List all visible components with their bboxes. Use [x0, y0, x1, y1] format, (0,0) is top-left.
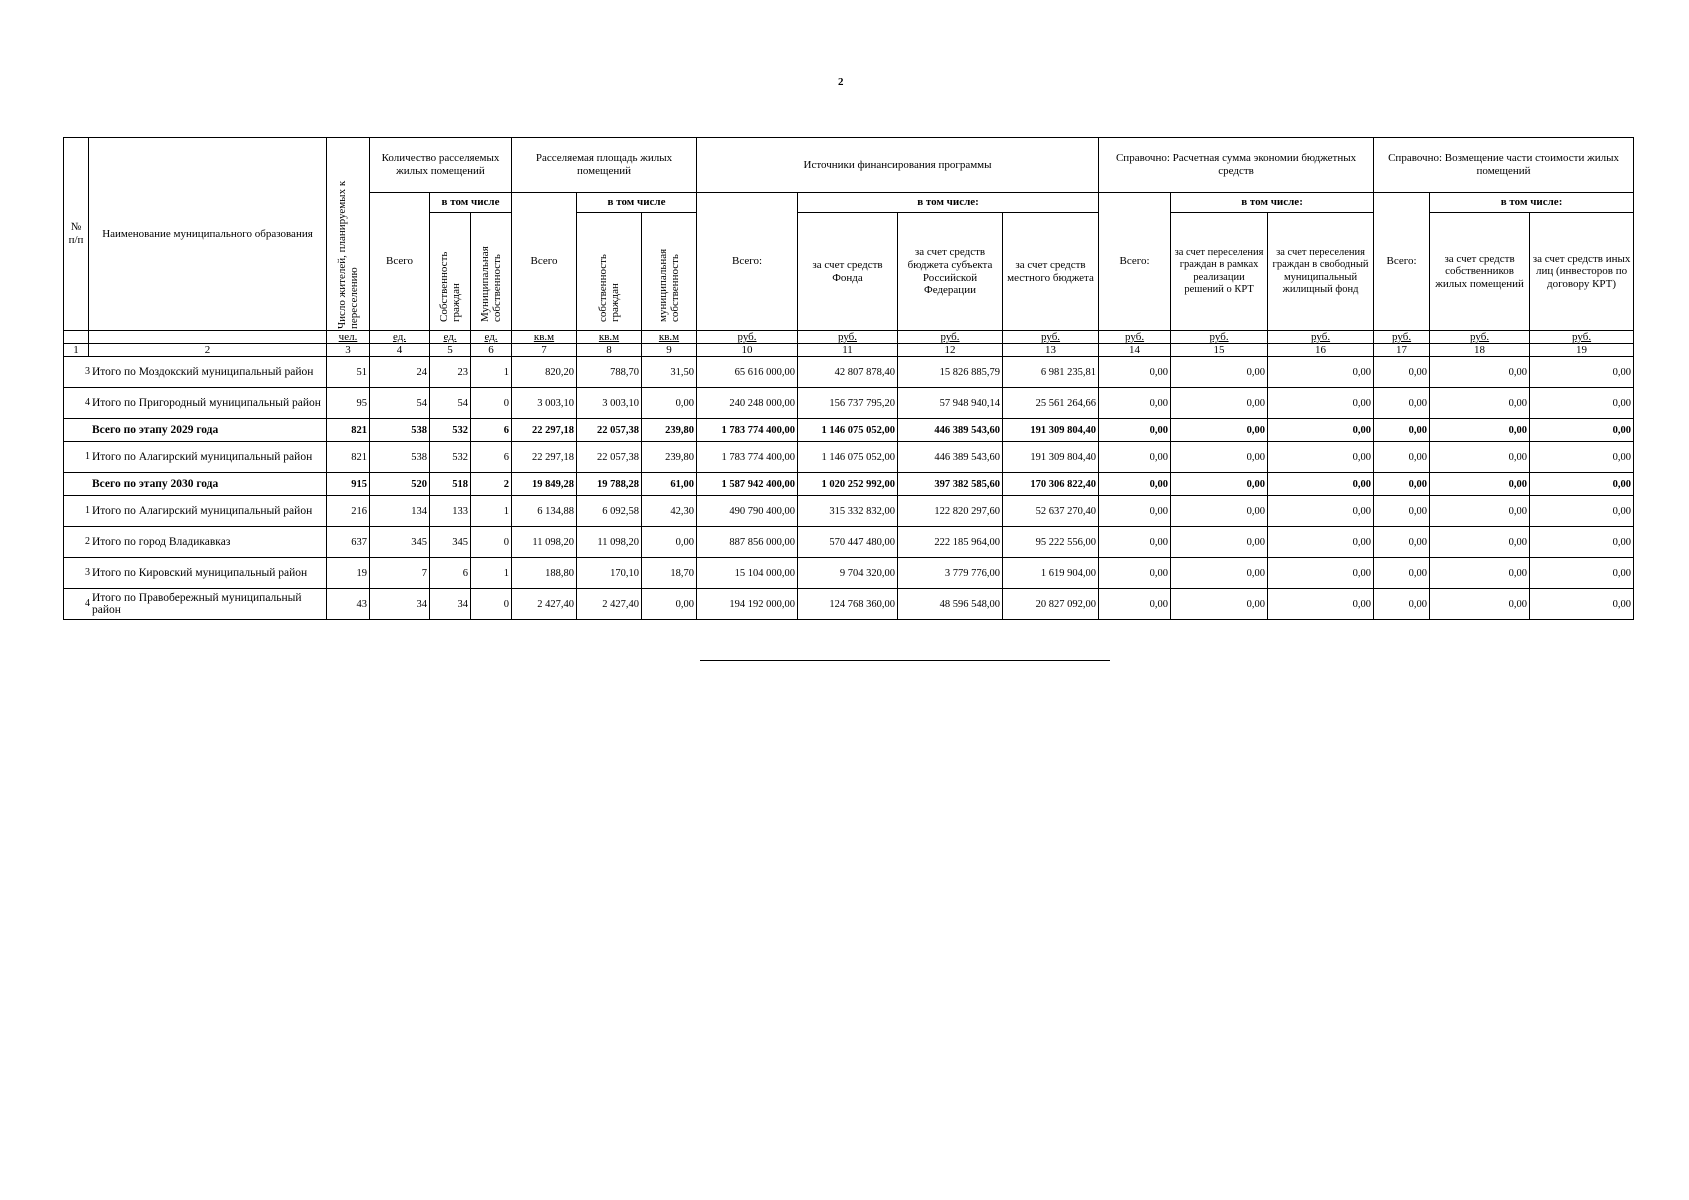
- column-number-cell: 16: [1268, 344, 1374, 357]
- value-cell: 0: [471, 388, 512, 419]
- value-cell: 134: [370, 496, 430, 527]
- unit-cell: руб.: [1430, 331, 1530, 344]
- unit-cell: [89, 331, 327, 344]
- value-cell: 240 248 000,00: [697, 388, 798, 419]
- column-number-cell: 19: [1530, 344, 1634, 357]
- value-cell: 11 098,20: [577, 527, 642, 558]
- column-number-cell: 4: [370, 344, 430, 357]
- value-cell: 22 297,18: [512, 419, 577, 442]
- value-cell: 3 003,10: [512, 388, 577, 419]
- value-cell: 0,00: [1430, 357, 1530, 388]
- row-name-cell: [64, 357, 327, 388]
- value-cell: 0,00: [1099, 442, 1171, 473]
- value-cell: 239,80: [642, 442, 697, 473]
- value-cell: 0,00: [1430, 496, 1530, 527]
- value-cell: 518: [430, 473, 471, 496]
- column-number-cell: 7: [512, 344, 577, 357]
- value-cell: 0,00: [1530, 527, 1634, 558]
- header-incl-3: в том числе:: [798, 193, 1099, 213]
- value-cell: 122 820 297,60: [898, 496, 1003, 527]
- value-cell: 0,00: [1530, 419, 1634, 442]
- value-cell: 25 561 264,66: [1003, 388, 1099, 419]
- value-cell: 0,00: [1268, 388, 1374, 419]
- value-cell: 0,00: [1171, 589, 1268, 620]
- value-cell: 1 783 774 400,00: [697, 419, 798, 442]
- page-number: 2: [838, 76, 844, 88]
- value-cell: 446 389 543,60: [898, 419, 1003, 442]
- value-cell: 0,00: [642, 527, 697, 558]
- value-cell: 0,00: [1430, 419, 1530, 442]
- value-cell: 239,80: [642, 419, 697, 442]
- row-name-cell: [64, 589, 327, 620]
- resettlement-table: [63, 137, 1634, 620]
- value-cell: 18,70: [642, 558, 697, 589]
- unit-cell: руб.: [697, 331, 798, 344]
- header-comp-owners: за счет средств собственников жилых помещений: [1430, 213, 1530, 331]
- value-cell: 570 447 480,00: [798, 527, 898, 558]
- value-cell: 345: [430, 527, 471, 558]
- value-cell: 0,00: [1268, 589, 1374, 620]
- row-number: 4: [85, 597, 90, 609]
- value-cell: 61,00: [642, 473, 697, 496]
- value-cell: 133: [430, 496, 471, 527]
- row-number: 4: [85, 396, 90, 408]
- table-row: [64, 527, 1634, 558]
- value-cell: 170 306 822,40: [1003, 473, 1099, 496]
- header-local: за счет средств местного бюджета: [1003, 213, 1099, 331]
- value-cell: 6 092,58: [577, 496, 642, 527]
- column-number-cell: 11: [798, 344, 898, 357]
- unit-cell: руб.: [1530, 331, 1634, 344]
- column-number-cell: 18: [1430, 344, 1530, 357]
- value-cell: 0,00: [1374, 419, 1430, 442]
- unit-cell: кв.м: [577, 331, 642, 344]
- value-cell: 1 587 942 400,00: [697, 473, 798, 496]
- value-cell: 22 057,38: [577, 419, 642, 442]
- table-row: [64, 357, 1634, 388]
- value-cell: 538: [370, 419, 430, 442]
- value-cell: 0,00: [1268, 419, 1374, 442]
- value-cell: 397 382 585,60: [898, 473, 1003, 496]
- unit-cell: руб.: [1003, 331, 1099, 344]
- value-cell: 6: [471, 419, 512, 442]
- value-cell: 0,00: [1171, 388, 1268, 419]
- value-cell: 0,00: [1268, 473, 1374, 496]
- value-cell: 0,00: [1099, 527, 1171, 558]
- value-cell: 3 779 776,00: [898, 558, 1003, 589]
- unit-cell: ед.: [370, 331, 430, 344]
- value-cell: 0,00: [1099, 419, 1171, 442]
- units-row: [64, 331, 1634, 344]
- value-cell: 24: [370, 357, 430, 388]
- value-cell: 54: [370, 388, 430, 419]
- value-cell: 0,00: [1268, 527, 1374, 558]
- municipality-name: Итого по Моздокский муниципальный район: [92, 365, 314, 378]
- value-cell: 156 737 795,20: [798, 388, 898, 419]
- value-cell: 1: [471, 558, 512, 589]
- municipality-name: Итого по город Владикавказ: [92, 535, 231, 548]
- header-num: № п/п: [64, 138, 89, 331]
- header-own-citizens: Собственность граждан: [430, 213, 471, 331]
- value-cell: 0,00: [642, 589, 697, 620]
- value-cell: 0,00: [1374, 442, 1430, 473]
- value-cell: 48 596 548,00: [898, 589, 1003, 620]
- value-cell: 191 309 804,40: [1003, 442, 1099, 473]
- municipality-name: Итого по Кировский муниципальный район: [92, 566, 308, 579]
- value-cell: 0,00: [1530, 357, 1634, 388]
- value-cell: 0,00: [1530, 496, 1634, 527]
- unit-cell: руб.: [898, 331, 1003, 344]
- header-fin-total: Всего:: [697, 193, 798, 331]
- value-cell: 0,00: [1268, 357, 1374, 388]
- unit-cell: руб.: [1171, 331, 1268, 344]
- column-number-cell: 12: [898, 344, 1003, 357]
- header-incl-2: в том числе: [577, 193, 697, 213]
- header-econ-free: за счет переселения граждан в свободный муниципальный жилищный фонд: [1268, 213, 1374, 331]
- value-cell: 0,00: [1374, 473, 1430, 496]
- column-number-cell: 17: [1374, 344, 1430, 357]
- table-row: [64, 496, 1634, 527]
- unit-cell: руб.: [1374, 331, 1430, 344]
- value-cell: 887 856 000,00: [697, 527, 798, 558]
- header-incl-5: в том числе:: [1430, 193, 1634, 213]
- value-cell: 0,00: [1171, 357, 1268, 388]
- column-number-cell: 9: [642, 344, 697, 357]
- value-cell: 54: [430, 388, 471, 419]
- municipality-name: Всего по этапу 2030 года: [92, 477, 219, 490]
- row-name-cell: [64, 558, 327, 589]
- municipality-name: Всего по этапу 2029 года: [92, 423, 219, 436]
- value-cell: 0,00: [1268, 496, 1374, 527]
- header-area-total: Всего: [512, 193, 577, 331]
- row-number: 3: [85, 566, 90, 578]
- value-cell: 538: [370, 442, 430, 473]
- value-cell: 42 807 878,40: [798, 357, 898, 388]
- value-cell: 0,00: [1099, 388, 1171, 419]
- value-cell: 788,70: [577, 357, 642, 388]
- municipality-name: Итого по Алагирский муниципальный район: [92, 504, 313, 517]
- value-cell: 821: [327, 419, 370, 442]
- value-cell: 0,00: [1430, 473, 1530, 496]
- value-cell: 19 788,28: [577, 473, 642, 496]
- unit-cell: руб.: [1268, 331, 1374, 344]
- value-cell: 0: [471, 527, 512, 558]
- value-cell: 1 020 252 992,00: [798, 473, 898, 496]
- value-cell: 7: [370, 558, 430, 589]
- row-name-cell: [64, 527, 327, 558]
- value-cell: 0,00: [1374, 558, 1430, 589]
- value-cell: 0,00: [1430, 589, 1530, 620]
- value-cell: 0,00: [1374, 496, 1430, 527]
- value-cell: 0,00: [1530, 442, 1634, 473]
- value-cell: 0,00: [1171, 558, 1268, 589]
- value-cell: 2: [471, 473, 512, 496]
- row-name-cell: [64, 473, 327, 496]
- header-incl-1: в том числе: [430, 193, 512, 213]
- municipality-name: Итого по Алагирский муниципальный район: [92, 450, 313, 463]
- value-cell: 194 192 000,00: [697, 589, 798, 620]
- value-cell: 222 185 964,00: [898, 527, 1003, 558]
- row-name-cell: [64, 419, 327, 442]
- table-row: [64, 589, 1634, 620]
- unit-cell: руб.: [798, 331, 898, 344]
- row-number: 3: [85, 365, 90, 377]
- unit-cell: ед.: [430, 331, 471, 344]
- header-subject: за счет средств бюджета субъекта Российской Федерации: [898, 213, 1003, 331]
- value-cell: 51: [327, 357, 370, 388]
- value-cell: 820,20: [512, 357, 577, 388]
- value-cell: 532: [430, 419, 471, 442]
- value-cell: 0,00: [1374, 388, 1430, 419]
- value-cell: 0,00: [1171, 473, 1268, 496]
- value-cell: 0,00: [1171, 527, 1268, 558]
- unit-cell: чел.: [327, 331, 370, 344]
- value-cell: 345: [370, 527, 430, 558]
- value-cell: 6: [471, 442, 512, 473]
- value-cell: 0,00: [1530, 589, 1634, 620]
- value-cell: 0,00: [642, 388, 697, 419]
- value-cell: 446 389 543,60: [898, 442, 1003, 473]
- value-cell: 315 332 832,00: [798, 496, 898, 527]
- footer-divider: [700, 660, 1110, 661]
- header-comp-group: Справочно: Возмещение части стоимости жилых помещений: [1374, 138, 1634, 193]
- value-cell: 1 619 904,00: [1003, 558, 1099, 589]
- value-cell: 34: [430, 589, 471, 620]
- table-row: [64, 388, 1634, 419]
- column-number-cell: 15: [1171, 344, 1268, 357]
- value-cell: 2 427,40: [577, 589, 642, 620]
- value-cell: 532: [430, 442, 471, 473]
- stage-total-row: [64, 419, 1634, 442]
- value-cell: 19 849,28: [512, 473, 577, 496]
- column-number-cell: 10: [697, 344, 798, 357]
- value-cell: 0,00: [1374, 589, 1430, 620]
- value-cell: 6 981 235,81: [1003, 357, 1099, 388]
- value-cell: 0,00: [1374, 527, 1430, 558]
- header-fin-group: Источники финансирования программы: [697, 138, 1099, 193]
- value-cell: 1: [471, 357, 512, 388]
- value-cell: 0,00: [1099, 558, 1171, 589]
- column-number-cell: 13: [1003, 344, 1099, 357]
- value-cell: 0,00: [1171, 496, 1268, 527]
- value-cell: 2 427,40: [512, 589, 577, 620]
- header-residents: Число жителей, планируемых к переселению: [327, 138, 370, 331]
- value-cell: 95: [327, 388, 370, 419]
- unit-cell: руб.: [1099, 331, 1171, 344]
- value-cell: 15 826 885,79: [898, 357, 1003, 388]
- header-municipal-2: муниципальная собственность: [642, 213, 697, 331]
- value-cell: 0,00: [1171, 442, 1268, 473]
- value-cell: 0,00: [1430, 388, 1530, 419]
- value-cell: 0,00: [1430, 442, 1530, 473]
- table-row: [64, 442, 1634, 473]
- value-cell: 216: [327, 496, 370, 527]
- column-number-cell: 8: [577, 344, 642, 357]
- header-fund: за счет средств Фонда: [798, 213, 898, 331]
- value-cell: 95 222 556,00: [1003, 527, 1099, 558]
- value-cell: 1 146 075 052,00: [798, 442, 898, 473]
- header-econ-group: Справочно: Расчетная сумма экономии бюджетных средств: [1099, 138, 1374, 193]
- value-cell: 15 104 000,00: [697, 558, 798, 589]
- unit-cell: ед.: [471, 331, 512, 344]
- column-number-cell: 5: [430, 344, 471, 357]
- value-cell: 9 704 320,00: [798, 558, 898, 589]
- value-cell: 0,00: [1268, 558, 1374, 589]
- value-cell: 34: [370, 589, 430, 620]
- column-number-cell: 2: [89, 344, 327, 357]
- value-cell: 0,00: [1530, 473, 1634, 496]
- header-own-citizens-2: собственность граждан: [577, 213, 642, 331]
- value-cell: 0,00: [1099, 496, 1171, 527]
- value-cell: 52 637 270,40: [1003, 496, 1099, 527]
- stage-total-row: [64, 473, 1634, 496]
- header-name: Наименование муниципального образования: [89, 138, 327, 331]
- unit-cell: кв.м: [642, 331, 697, 344]
- column-number-cell: 1: [64, 344, 89, 357]
- row-number: 2: [85, 535, 90, 547]
- value-cell: 915: [327, 473, 370, 496]
- header-municipal: Муниципальная собственность: [471, 213, 512, 331]
- row-name-cell: [64, 388, 327, 419]
- table-row: [64, 558, 1634, 589]
- header-comp-total: Всего:: [1374, 193, 1430, 331]
- value-cell: 0,00: [1099, 589, 1171, 620]
- value-cell: 0,00: [1374, 357, 1430, 388]
- value-cell: 20 827 092,00: [1003, 589, 1099, 620]
- row-name-cell: [64, 496, 327, 527]
- header-qty-group: Количество расселяемых жилых помещений: [370, 138, 512, 193]
- value-cell: 0: [471, 589, 512, 620]
- municipality-name: Итого по Правобережный муниципальный район: [92, 591, 302, 616]
- unit-cell: [64, 331, 89, 344]
- value-cell: 1 146 075 052,00: [798, 419, 898, 442]
- value-cell: 0,00: [1268, 442, 1374, 473]
- row-number: 1: [85, 504, 90, 516]
- municipality-name: Итого по Пригородный муниципальный район: [92, 396, 321, 409]
- value-cell: 65 616 000,00: [697, 357, 798, 388]
- value-cell: 0,00: [1530, 558, 1634, 589]
- unit-cell: кв.м: [512, 331, 577, 344]
- header-comp-others: за счет средств иных лиц (инвесторов по договору КРТ): [1530, 213, 1634, 331]
- value-cell: 22 057,38: [577, 442, 642, 473]
- value-cell: 0,00: [1430, 527, 1530, 558]
- value-cell: 520: [370, 473, 430, 496]
- value-cell: 22 297,18: [512, 442, 577, 473]
- column-number-cell: 14: [1099, 344, 1171, 357]
- value-cell: 0,00: [1099, 357, 1171, 388]
- value-cell: 821: [327, 442, 370, 473]
- value-cell: 191 309 804,40: [1003, 419, 1099, 442]
- value-cell: 188,80: [512, 558, 577, 589]
- value-cell: 43: [327, 589, 370, 620]
- column-numbers-row: [64, 344, 1634, 357]
- header-incl-4: в том числе:: [1171, 193, 1374, 213]
- header-qty-total: Всего: [370, 193, 430, 331]
- value-cell: 637: [327, 527, 370, 558]
- value-cell: 0,00: [1099, 473, 1171, 496]
- header-area-group: Расселяемая площадь жилых помещений: [512, 138, 697, 193]
- value-cell: 124 768 360,00: [798, 589, 898, 620]
- row-name-cell: [64, 442, 327, 473]
- header-econ-total: Всего:: [1099, 193, 1171, 331]
- value-cell: 490 790 400,00: [697, 496, 798, 527]
- column-number-cell: 6: [471, 344, 512, 357]
- value-cell: 0,00: [1430, 558, 1530, 589]
- value-cell: 31,50: [642, 357, 697, 388]
- value-cell: 6 134,88: [512, 496, 577, 527]
- value-cell: 170,10: [577, 558, 642, 589]
- value-cell: 23: [430, 357, 471, 388]
- value-cell: 3 003,10: [577, 388, 642, 419]
- value-cell: 0,00: [1171, 419, 1268, 442]
- value-cell: 6: [430, 558, 471, 589]
- value-cell: 57 948 940,14: [898, 388, 1003, 419]
- header-econ-krt: за счет переселения граждан в рамках реализации решений о КРТ: [1171, 213, 1268, 331]
- value-cell: 0,00: [1530, 388, 1634, 419]
- value-cell: 11 098,20: [512, 527, 577, 558]
- value-cell: 19: [327, 558, 370, 589]
- value-cell: 1 783 774 400,00: [697, 442, 798, 473]
- row-number: 1: [85, 450, 90, 462]
- value-cell: 1: [471, 496, 512, 527]
- value-cell: 42,30: [642, 496, 697, 527]
- column-number-cell: 3: [327, 344, 370, 357]
